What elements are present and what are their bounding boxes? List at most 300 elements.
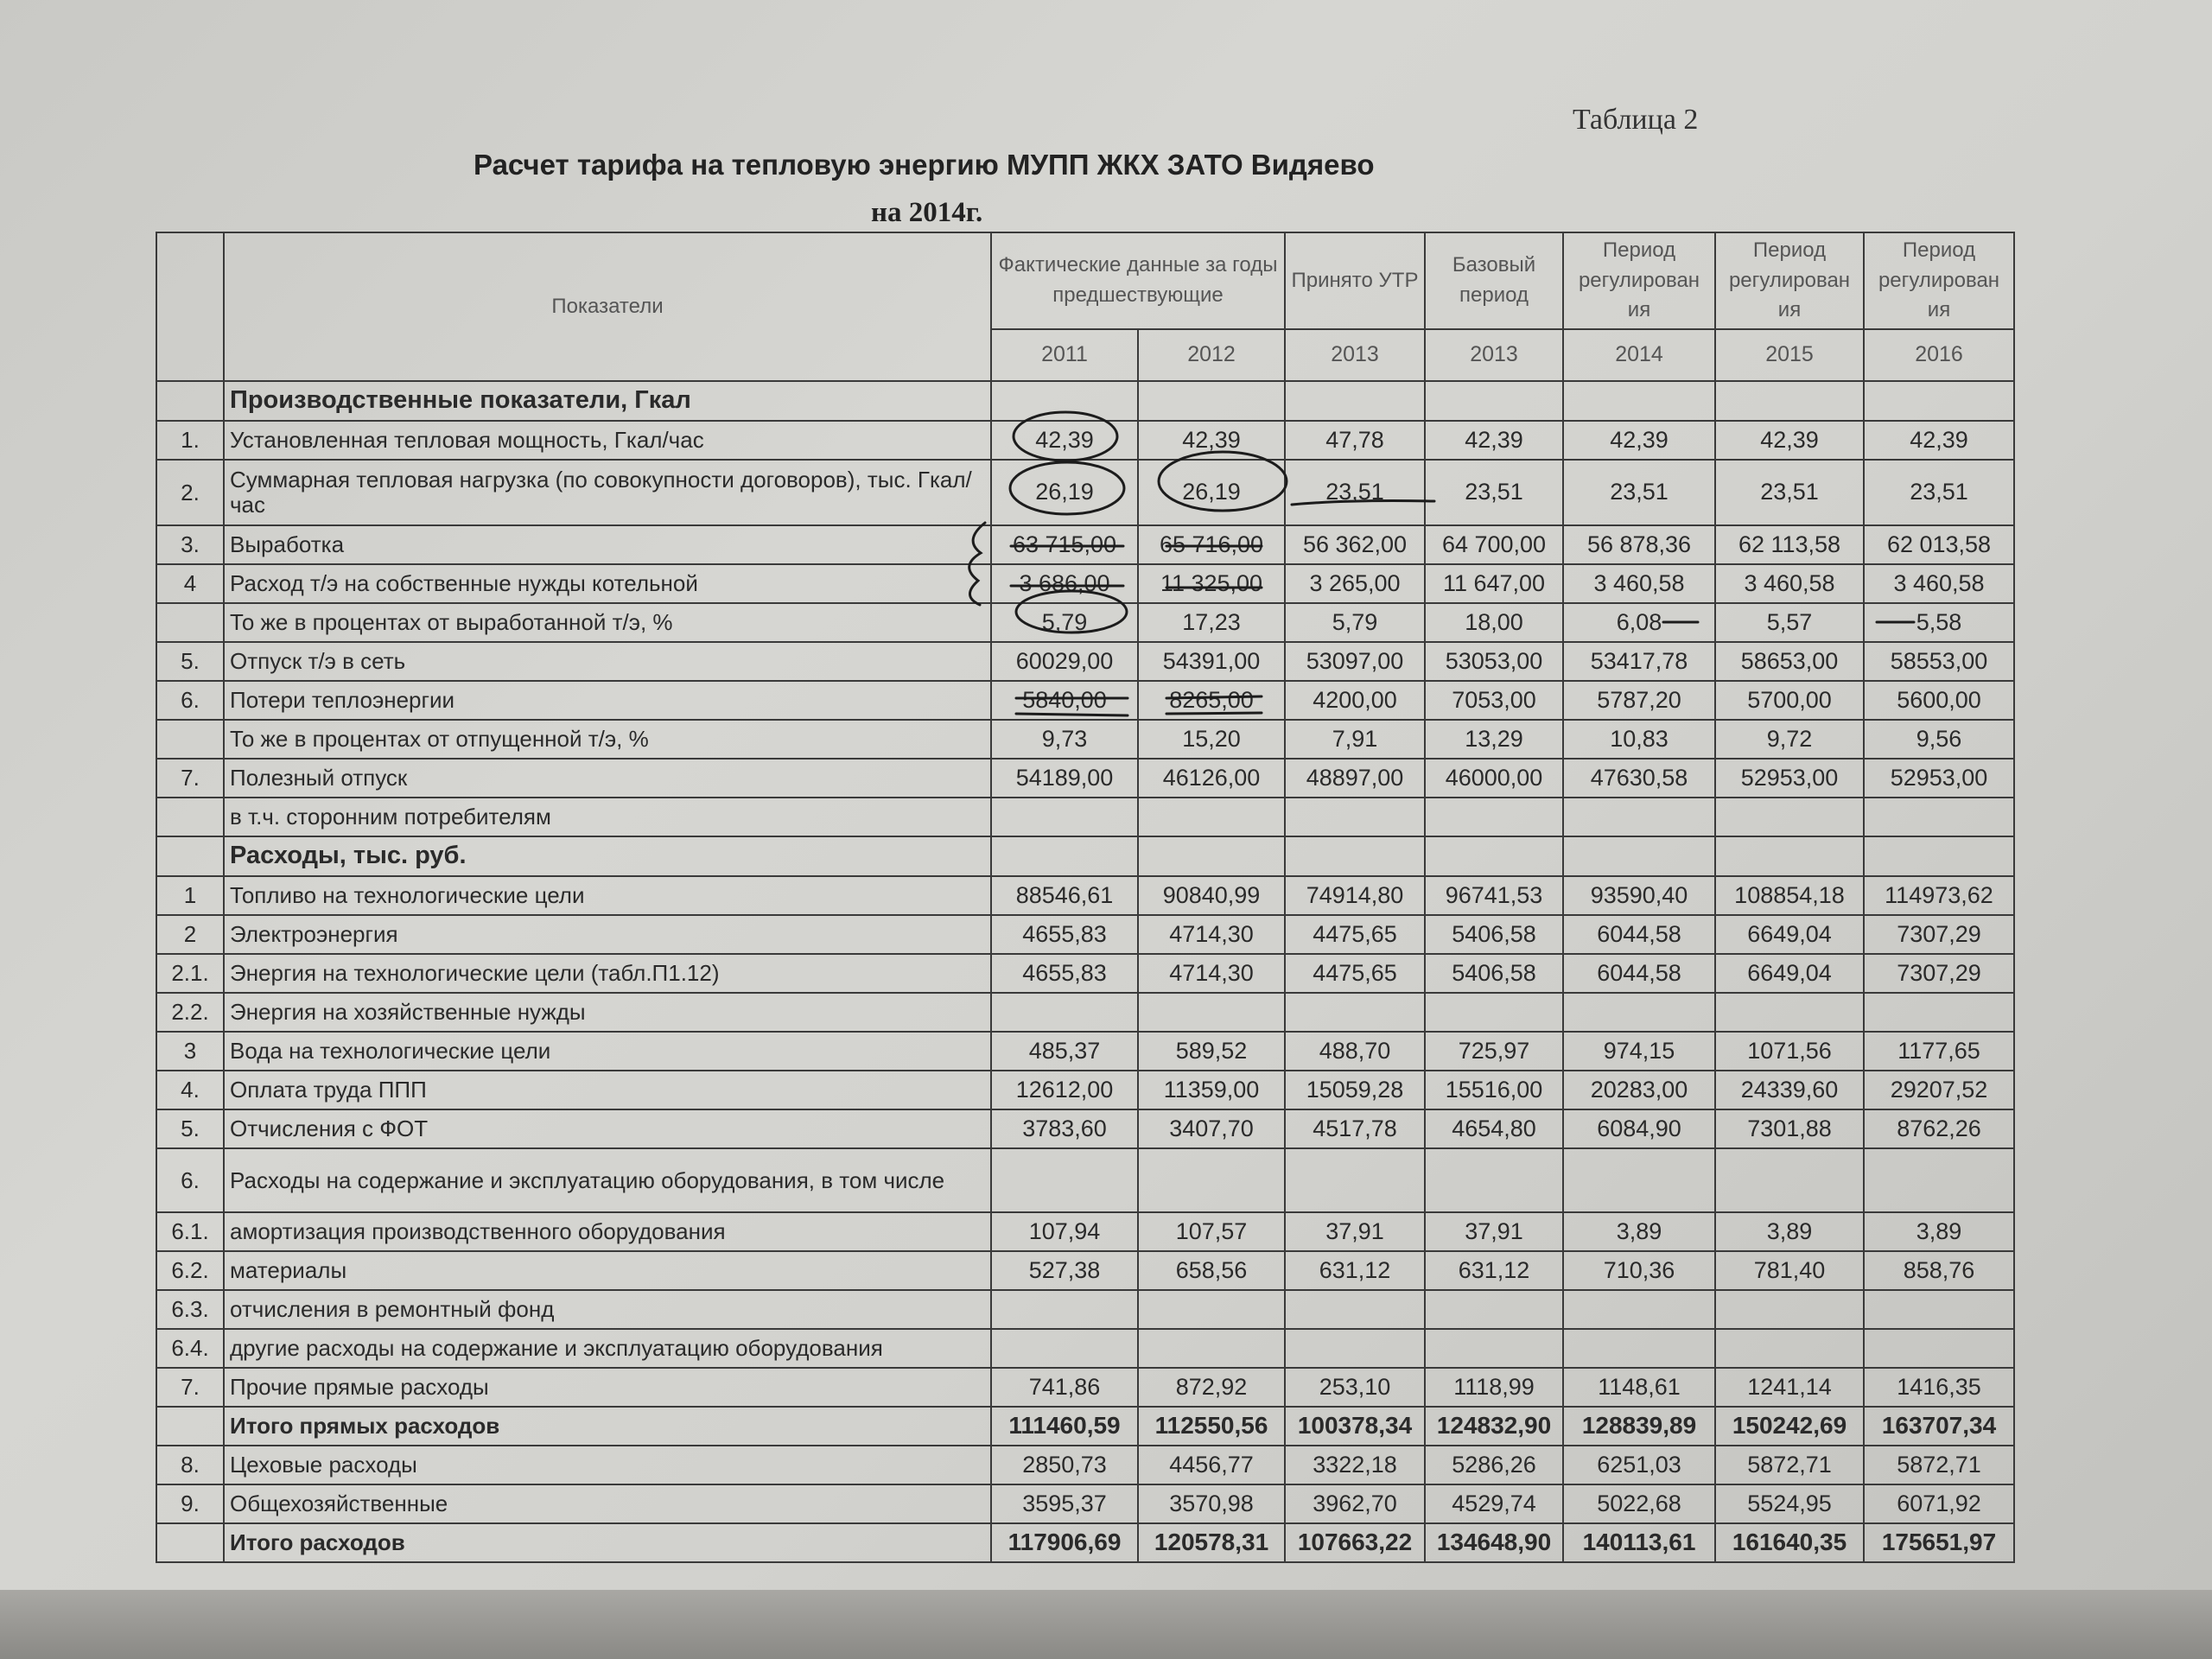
value-cell <box>1138 1329 1285 1368</box>
row-number: 7. <box>156 759 224 798</box>
value-cell: 37,91 <box>1285 1212 1425 1251</box>
value-cell: 150242,69 <box>1715 1407 1864 1446</box>
value-cell <box>991 836 1138 876</box>
value-cell <box>1285 1290 1425 1329</box>
value-cell: 175651,97 <box>1864 1523 2014 1562</box>
value-cell: 6251,03 <box>1563 1446 1715 1484</box>
value-cell <box>991 798 1138 836</box>
value-cell <box>1138 1148 1285 1212</box>
value-cell: 23,51 <box>1715 460 1864 525</box>
value-cell: 488,70 <box>1285 1032 1425 1071</box>
value-cell: 56 362,00 <box>1285 525 1425 564</box>
row-number: 6.4. <box>156 1329 224 1368</box>
value-cell: 8762,26 <box>1864 1109 2014 1148</box>
table-row <box>156 1484 2014 1523</box>
value-cell: 134648,90 <box>1425 1523 1563 1562</box>
value-cell <box>991 1290 1138 1329</box>
value-cell <box>1563 1329 1715 1368</box>
table-row <box>156 642 2014 681</box>
row-number: 9. <box>156 1484 224 1523</box>
value-cell <box>1285 381 1425 421</box>
value-cell: 60029,00 <box>991 642 1138 681</box>
section-row <box>156 836 2014 876</box>
value-cell: 107663,22 <box>1285 1523 1425 1562</box>
row-label: материалы <box>224 1251 991 1290</box>
row-number: 6.3. <box>156 1290 224 1329</box>
value-cell: 6649,04 <box>1715 915 1864 954</box>
value-cell <box>1425 1329 1563 1368</box>
row-label: То же в процентах от отпущенной т/э, % <box>224 720 991 759</box>
value-cell <box>1563 381 1715 421</box>
value-cell: 3322,18 <box>1285 1446 1425 1484</box>
value-cell: 26,19 <box>1138 460 1285 525</box>
value-cell: 4517,78 <box>1285 1109 1425 1148</box>
table-row <box>156 915 2014 954</box>
value-cell: 163707,34 <box>1864 1407 2014 1446</box>
row-number: 4. <box>156 1071 224 1109</box>
value-cell: 1071,56 <box>1715 1032 1864 1071</box>
value-cell: 20283,00 <box>1563 1071 1715 1109</box>
value-cell: 5524,95 <box>1715 1484 1864 1523</box>
row-number: 3. <box>156 525 224 564</box>
value-cell <box>1864 381 2014 421</box>
row-label: Расходы на содержание и эксплуатацию оборудования, в том числе <box>224 1148 991 1212</box>
value-cell: 781,40 <box>1715 1251 1864 1290</box>
value-cell <box>1138 798 1285 836</box>
desk-surface <box>0 1590 2212 1659</box>
value-cell: 4529,74 <box>1425 1484 1563 1523</box>
value-cell <box>1864 993 2014 1032</box>
table-body <box>156 232 2014 1562</box>
value-cell: 741,86 <box>991 1368 1138 1407</box>
value-cell: 6084,90 <box>1563 1109 1715 1148</box>
value-cell: 111460,59 <box>991 1407 1138 1446</box>
value-cell <box>1715 993 1864 1032</box>
value-cell: 5,58 <box>1864 603 2014 642</box>
value-cell: 58553,00 <box>1864 642 2014 681</box>
value-cell: 3783,60 <box>991 1109 1138 1148</box>
value-cell <box>991 993 1138 1032</box>
value-cell <box>1285 1329 1425 1368</box>
row-number <box>156 798 224 836</box>
value-cell: 3 460,58 <box>1864 564 2014 603</box>
tariff-table <box>156 232 2015 1563</box>
value-cell: 872,92 <box>1138 1368 1285 1407</box>
row-label: Электроэнергия <box>224 915 991 954</box>
row-label: Суммарная тепловая нагрузка (по совокупности договоров), тыс. Гкал/час <box>224 460 991 525</box>
value-cell: 107,57 <box>1138 1212 1285 1251</box>
header-actual: Фактические данные за годы предшествующие <box>991 232 1285 329</box>
row-number <box>156 1407 224 1446</box>
table-row <box>156 1446 2014 1484</box>
table-row <box>156 954 2014 993</box>
row-number: 4 <box>156 564 224 603</box>
value-cell: 74914,80 <box>1285 876 1425 915</box>
value-cell: 1148,61 <box>1563 1368 1715 1407</box>
value-cell: 58653,00 <box>1715 642 1864 681</box>
table-number: Таблица 2 <box>1573 104 1699 136</box>
value-cell: 485,37 <box>991 1032 1138 1071</box>
year-cell: 2014 <box>1563 329 1715 381</box>
row-label: Топливо на технологические цели <box>224 876 991 915</box>
year-cell: 2015 <box>1715 329 1864 381</box>
value-cell: 6044,58 <box>1563 954 1715 993</box>
value-cell: 54391,00 <box>1138 642 1285 681</box>
value-cell <box>1563 836 1715 876</box>
row-label: Расходы, тыс. руб. <box>224 836 991 876</box>
year-cell: 2013 <box>1285 329 1425 381</box>
row-label: Итого прямых расходов <box>224 1407 991 1446</box>
value-cell: 53417,78 <box>1563 642 1715 681</box>
value-cell: 161640,35 <box>1715 1523 1864 1562</box>
value-cell: 112550,56 <box>1138 1407 1285 1446</box>
row-number <box>156 720 224 759</box>
header-base: Базовый период <box>1425 232 1563 329</box>
row-number: 6.2. <box>156 1251 224 1290</box>
value-cell: 100378,34 <box>1285 1407 1425 1446</box>
value-cell: 4655,83 <box>991 954 1138 993</box>
table-row <box>156 1290 2014 1329</box>
value-cell: 23,51 <box>1563 460 1715 525</box>
value-cell: 5286,26 <box>1425 1446 1563 1484</box>
value-cell: 107,94 <box>991 1212 1138 1251</box>
header-period-2014: Период регулирован ия <box>1563 232 1715 329</box>
value-cell: 124832,90 <box>1425 1407 1563 1446</box>
value-cell: 4714,30 <box>1138 915 1285 954</box>
row-number <box>156 836 224 876</box>
value-cell: 88546,61 <box>991 876 1138 915</box>
value-cell: 128839,89 <box>1563 1407 1715 1446</box>
value-cell: 108854,18 <box>1715 876 1864 915</box>
value-cell: 5,57 <box>1715 603 1864 642</box>
header-indicators: Показатели <box>224 232 991 381</box>
row-number: 6. <box>156 1148 224 1212</box>
value-cell: 5022,68 <box>1563 1484 1715 1523</box>
row-label: Оплата труда ППП <box>224 1071 991 1109</box>
row-number: 6. <box>156 681 224 720</box>
value-cell: 1416,35 <box>1864 1368 2014 1407</box>
value-cell: 56 878,36 <box>1563 525 1715 564</box>
value-cell: 117906,69 <box>991 1523 1138 1562</box>
row-label: Полезный отпуск <box>224 759 991 798</box>
row-number <box>156 1523 224 1562</box>
value-cell: 24339,60 <box>1715 1071 1864 1109</box>
table-row <box>156 1109 2014 1148</box>
table-row <box>156 1368 2014 1407</box>
row-number: 8. <box>156 1446 224 1484</box>
value-cell: 37,91 <box>1425 1212 1563 1251</box>
table-row <box>156 421 2014 460</box>
value-cell <box>1563 798 1715 836</box>
value-cell <box>1864 836 2014 876</box>
row-number: 1. <box>156 421 224 460</box>
value-cell: 42,39 <box>1138 421 1285 460</box>
year-cell: 2012 <box>1138 329 1285 381</box>
value-cell: 5406,58 <box>1425 954 1563 993</box>
row-label: Отпуск т/э в сеть <box>224 642 991 681</box>
table-row <box>156 759 2014 798</box>
value-cell: 15,20 <box>1138 720 1285 759</box>
table-row <box>156 1212 2014 1251</box>
row-label: Отчисления с ФОТ <box>224 1109 991 1148</box>
value-cell: 93590,40 <box>1563 876 1715 915</box>
row-label: другие расходы на содержание и эксплуатацию оборудования <box>224 1329 991 1368</box>
value-cell <box>1285 798 1425 836</box>
value-cell: 6649,04 <box>1715 954 1864 993</box>
row-label: Выработка <box>224 525 991 564</box>
value-cell: 96741,53 <box>1425 876 1563 915</box>
row-number: 2. <box>156 460 224 525</box>
value-cell: 23,51 <box>1285 460 1425 525</box>
row-number: 2.2. <box>156 993 224 1032</box>
row-number <box>156 381 224 421</box>
row-label: Энергия на хозяйственные нужды <box>224 993 991 1032</box>
value-cell: 974,15 <box>1563 1032 1715 1071</box>
value-cell: 3 265,00 <box>1285 564 1425 603</box>
total-row <box>156 1407 2014 1446</box>
table-row <box>156 460 2014 525</box>
row-label: Установленная тепловая мощность, Гкал/час <box>224 421 991 460</box>
value-cell <box>1425 993 1563 1032</box>
value-cell: 3570,98 <box>1138 1484 1285 1523</box>
value-cell: 42,39 <box>991 421 1138 460</box>
value-cell <box>1425 836 1563 876</box>
document-title: Расчет тарифа на тепловую энергию МУПП ЖКХ ЗАТО Видяево <box>474 149 1375 181</box>
value-cell: 53097,00 <box>1285 642 1425 681</box>
year-cell: 2013 <box>1425 329 1563 381</box>
year-cell: 2011 <box>991 329 1138 381</box>
value-cell: 52953,00 <box>1715 759 1864 798</box>
row-number: 1 <box>156 876 224 915</box>
value-cell: 658,56 <box>1138 1251 1285 1290</box>
row-number: 2.1. <box>156 954 224 993</box>
value-cell <box>1715 1148 1864 1212</box>
document-subtitle: на 2014г. <box>871 197 983 228</box>
value-cell: 3,89 <box>1563 1212 1715 1251</box>
value-cell: 12612,00 <box>991 1071 1138 1109</box>
value-cell <box>1715 381 1864 421</box>
value-cell: 42,39 <box>1864 421 2014 460</box>
value-cell <box>1138 381 1285 421</box>
value-cell: 11 647,00 <box>1425 564 1563 603</box>
value-cell: 4475,65 <box>1285 915 1425 954</box>
value-cell <box>991 381 1138 421</box>
value-cell <box>1715 836 1864 876</box>
value-cell: 527,38 <box>991 1251 1138 1290</box>
value-cell <box>1563 1148 1715 1212</box>
value-cell: 5840,00 <box>991 681 1138 720</box>
value-cell: 5872,71 <box>1864 1446 2014 1484</box>
row-label: Потери теплоэнергии <box>224 681 991 720</box>
value-cell <box>1864 1148 2014 1212</box>
value-cell: 6,08 <box>1563 603 1715 642</box>
row-number: 6.1. <box>156 1212 224 1251</box>
value-cell: 4714,30 <box>1138 954 1285 993</box>
table-row <box>156 798 2014 836</box>
value-cell: 3 686,00 <box>991 564 1138 603</box>
value-cell <box>1715 1290 1864 1329</box>
value-cell <box>1285 1148 1425 1212</box>
header-period-2015: Период регулирован ия <box>1715 232 1864 329</box>
value-cell: 42,39 <box>1425 421 1563 460</box>
value-cell <box>1425 798 1563 836</box>
value-cell: 47,78 <box>1285 421 1425 460</box>
table-row <box>156 993 2014 1032</box>
value-cell: 47630,58 <box>1563 759 1715 798</box>
table-row <box>156 1071 2014 1109</box>
value-cell: 5,79 <box>1285 603 1425 642</box>
row-label: Итого расходов <box>224 1523 991 1562</box>
value-cell: 7307,29 <box>1864 915 2014 954</box>
value-cell: 8265,00 <box>1138 681 1285 720</box>
header-period-2016: Период регулирован ия <box>1864 232 2014 329</box>
row-label: То же в процентах от выработанной т/э, % <box>224 603 991 642</box>
value-cell: 6071,92 <box>1864 1484 2014 1523</box>
value-cell: 5700,00 <box>1715 681 1864 720</box>
value-cell: 710,36 <box>1563 1251 1715 1290</box>
value-cell: 725,97 <box>1425 1032 1563 1071</box>
total-row <box>156 1523 2014 1562</box>
row-label: Вода на технологические цели <box>224 1032 991 1071</box>
value-cell: 5872,71 <box>1715 1446 1864 1484</box>
row-number: 2 <box>156 915 224 954</box>
value-cell <box>1715 798 1864 836</box>
value-cell: 23,51 <box>1425 460 1563 525</box>
row-number: 7. <box>156 1368 224 1407</box>
value-cell: 63 715,00 <box>991 525 1138 564</box>
row-number: 3 <box>156 1032 224 1071</box>
value-cell: 1241,14 <box>1715 1368 1864 1407</box>
row-label: амортизация производственного оборудования <box>224 1212 991 1251</box>
value-cell: 7301,88 <box>1715 1109 1864 1148</box>
value-cell <box>1563 1290 1715 1329</box>
year-cell: 2016 <box>1864 329 2014 381</box>
row-label: Прочие прямые расходы <box>224 1368 991 1407</box>
value-cell: 114973,62 <box>1864 876 2014 915</box>
value-cell: 120578,31 <box>1138 1523 1285 1562</box>
value-cell <box>1425 1290 1563 1329</box>
value-cell: 3 460,58 <box>1715 564 1864 603</box>
value-cell <box>1425 1148 1563 1212</box>
table-row <box>156 1032 2014 1071</box>
value-cell: 7053,00 <box>1425 681 1563 720</box>
value-cell: 23,51 <box>1864 460 2014 525</box>
value-cell: 9,56 <box>1864 720 2014 759</box>
value-cell: 3 460,58 <box>1563 564 1715 603</box>
value-cell: 11359,00 <box>1138 1071 1285 1109</box>
value-cell: 54189,00 <box>991 759 1138 798</box>
value-cell: 26,19 <box>991 460 1138 525</box>
value-cell: 62 013,58 <box>1864 525 2014 564</box>
value-cell: 3,89 <box>1864 1212 2014 1251</box>
value-cell <box>1138 836 1285 876</box>
value-cell: 253,10 <box>1285 1368 1425 1407</box>
value-cell: 18,00 <box>1425 603 1563 642</box>
table-row <box>156 603 2014 642</box>
value-cell: 3407,70 <box>1138 1109 1285 1148</box>
value-cell: 10,83 <box>1563 720 1715 759</box>
value-cell: 90840,99 <box>1138 876 1285 915</box>
table-row <box>156 876 2014 915</box>
value-cell: 4456,77 <box>1138 1446 1285 1484</box>
value-cell: 7307,29 <box>1864 954 2014 993</box>
value-cell: 17,23 <box>1138 603 1285 642</box>
table-row <box>156 1329 2014 1368</box>
value-cell <box>1864 1329 2014 1368</box>
row-number <box>156 603 224 642</box>
value-cell: 15516,00 <box>1425 1071 1563 1109</box>
section-row <box>156 381 2014 421</box>
table-row <box>156 1148 2014 1212</box>
value-cell: 6044,58 <box>1563 915 1715 954</box>
value-cell: 4200,00 <box>1285 681 1425 720</box>
value-cell: 5600,00 <box>1864 681 2014 720</box>
value-cell: 52953,00 <box>1864 759 2014 798</box>
value-cell: 15059,28 <box>1285 1071 1425 1109</box>
value-cell: 42,39 <box>1715 421 1864 460</box>
value-cell: 46126,00 <box>1138 759 1285 798</box>
header-no-cell <box>156 232 224 381</box>
row-label: Производственные показатели, Гкал <box>224 381 991 421</box>
value-cell <box>1864 1290 2014 1329</box>
table-row <box>156 525 2014 564</box>
value-cell: 9,72 <box>1715 720 1864 759</box>
value-cell: 9,73 <box>991 720 1138 759</box>
value-cell: 3595,37 <box>991 1484 1138 1523</box>
value-cell: 65 716,00 <box>1138 525 1285 564</box>
value-cell: 631,12 <box>1425 1251 1563 1290</box>
value-cell: 7,91 <box>1285 720 1425 759</box>
row-label: отчисления в ремонтный фонд <box>224 1290 991 1329</box>
value-cell: 1177,65 <box>1864 1032 2014 1071</box>
value-cell: 5406,58 <box>1425 915 1563 954</box>
value-cell <box>1138 993 1285 1032</box>
value-cell: 4655,83 <box>991 915 1138 954</box>
value-cell: 2850,73 <box>991 1446 1138 1484</box>
value-cell <box>1285 836 1425 876</box>
value-cell <box>991 1329 1138 1368</box>
value-cell: 4654,80 <box>1425 1109 1563 1148</box>
value-cell <box>1138 1290 1285 1329</box>
value-cell: 46000,00 <box>1425 759 1563 798</box>
value-cell <box>1425 381 1563 421</box>
value-cell: 631,12 <box>1285 1251 1425 1290</box>
value-cell: 5787,20 <box>1563 681 1715 720</box>
value-cell: 1118,99 <box>1425 1368 1563 1407</box>
value-cell: 858,76 <box>1864 1251 2014 1290</box>
row-label: Цеховые расходы <box>224 1446 991 1484</box>
header-accepted: Принято УТР <box>1285 232 1425 329</box>
row-label: Расход т/э на собственные нужды котельной <box>224 564 991 603</box>
row-number: 5. <box>156 1109 224 1148</box>
row-number: 5. <box>156 642 224 681</box>
table-row <box>156 564 2014 603</box>
header-row <box>156 232 2014 329</box>
table-row <box>156 681 2014 720</box>
value-cell: 42,39 <box>1563 421 1715 460</box>
row-label: в т.ч. сторонним потребителям <box>224 798 991 836</box>
value-cell: 140113,61 <box>1563 1523 1715 1562</box>
row-label: Общехозяйственные <box>224 1484 991 1523</box>
value-cell <box>1715 1329 1864 1368</box>
value-cell: 29207,52 <box>1864 1071 2014 1109</box>
value-cell: 11 325,00 <box>1138 564 1285 603</box>
value-cell: 53053,00 <box>1425 642 1563 681</box>
value-cell <box>1285 993 1425 1032</box>
value-cell: 589,52 <box>1138 1032 1285 1071</box>
value-cell: 62 113,58 <box>1715 525 1864 564</box>
value-cell: 64 700,00 <box>1425 525 1563 564</box>
